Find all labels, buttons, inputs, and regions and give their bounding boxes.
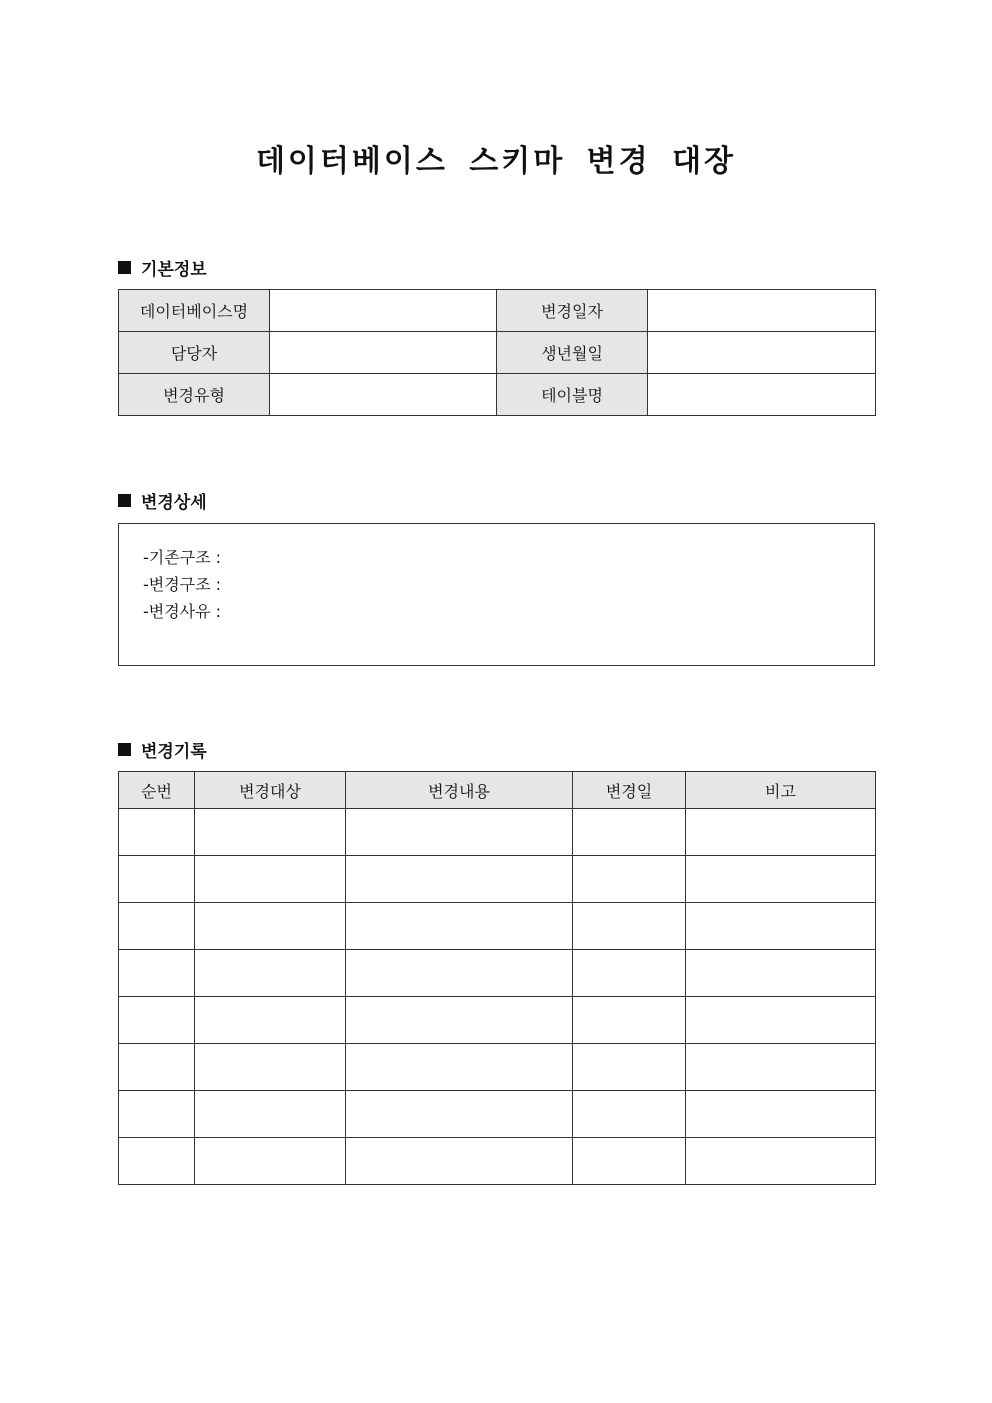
document-title: 데이터베이스 스키마 변경 대장 <box>255 144 737 179</box>
date-cell[interactable] <box>573 1091 686 1138</box>
seq-cell[interactable] <box>119 1044 195 1091</box>
date-cell[interactable] <box>573 809 686 856</box>
change-date-field[interactable] <box>648 290 876 332</box>
change-detail-heading <box>118 488 207 513</box>
content-cell[interactable] <box>346 997 573 1044</box>
column-header-content: 변경내용 <box>346 772 573 809</box>
table-row <box>119 1138 876 1185</box>
birth-date-field[interactable] <box>648 332 876 374</box>
table-row <box>119 290 876 332</box>
change-detail-heading-text: 변경상세 <box>141 493 207 513</box>
date-cell[interactable] <box>573 1138 686 1185</box>
change-log-heading-text: 변경기록 <box>141 742 207 762</box>
target-cell[interactable] <box>195 856 346 903</box>
table-row <box>119 903 876 950</box>
note-cell[interactable] <box>686 1091 876 1138</box>
table-row <box>119 1091 876 1138</box>
note-cell[interactable] <box>686 1138 876 1185</box>
note-cell[interactable] <box>686 950 876 997</box>
change-detail-box[interactable] <box>118 523 875 666</box>
existing-structure-line: -기존구조 : <box>143 548 222 567</box>
target-cell[interactable] <box>195 1138 346 1185</box>
seq-cell[interactable] <box>119 1138 195 1185</box>
database-name-label: 데이터베이스명 <box>119 290 270 332</box>
target-cell[interactable] <box>195 809 346 856</box>
birth-date-label: 생년월일 <box>497 332 648 374</box>
table-name-label: 테이블명 <box>497 374 648 416</box>
target-cell[interactable] <box>195 950 346 997</box>
content-cell[interactable] <box>346 903 573 950</box>
seq-cell[interactable] <box>119 950 195 997</box>
target-cell[interactable] <box>195 1044 346 1091</box>
content-cell[interactable] <box>346 809 573 856</box>
note-cell[interactable] <box>686 856 876 903</box>
date-cell[interactable] <box>573 1044 686 1091</box>
content-cell[interactable] <box>346 1138 573 1185</box>
content-cell[interactable] <box>346 1044 573 1091</box>
seq-cell[interactable] <box>119 856 195 903</box>
table-name-field[interactable] <box>648 374 876 416</box>
seq-cell[interactable] <box>119 809 195 856</box>
content-cell[interactable] <box>346 856 573 903</box>
table-header-row <box>119 772 876 809</box>
target-cell[interactable] <box>195 903 346 950</box>
table-row <box>119 809 876 856</box>
table-row <box>119 856 876 903</box>
date-cell[interactable] <box>573 903 686 950</box>
table-row <box>119 332 876 374</box>
table-row <box>119 1044 876 1091</box>
new-structure-line: -변경구조 : <box>143 575 222 594</box>
column-header-date: 변경일 <box>573 772 686 809</box>
note-cell[interactable] <box>686 1044 876 1091</box>
date-cell[interactable] <box>573 856 686 903</box>
table-row <box>119 950 876 997</box>
date-cell[interactable] <box>573 950 686 997</box>
column-header-note: 비고 <box>686 772 876 809</box>
column-header-target: 변경대상 <box>195 772 346 809</box>
seq-cell[interactable] <box>119 1091 195 1138</box>
table-row <box>119 374 876 416</box>
seq-cell[interactable] <box>119 903 195 950</box>
change-reason-line: -변경사유 : <box>143 602 222 621</box>
square-bullet-icon <box>118 494 131 507</box>
change-type-label: 변경유형 <box>119 374 270 416</box>
note-cell[interactable] <box>686 809 876 856</box>
seq-cell[interactable] <box>119 997 195 1044</box>
table-row <box>119 997 876 1044</box>
change-date-label: 변경일자 <box>497 290 648 332</box>
square-bullet-icon <box>118 743 131 756</box>
basic-info-heading-text: 기본정보 <box>141 260 207 280</box>
note-cell[interactable] <box>686 997 876 1044</box>
manager-label: 담당자 <box>119 332 270 374</box>
basic-info-heading <box>118 255 207 280</box>
database-name-field[interactable] <box>270 290 497 332</box>
column-header-seq: 순번 <box>119 772 195 809</box>
change-log-table <box>118 771 876 1185</box>
target-cell[interactable] <box>195 1091 346 1138</box>
square-bullet-icon <box>118 261 131 274</box>
content-cell[interactable] <box>346 1091 573 1138</box>
note-cell[interactable] <box>686 903 876 950</box>
content-cell[interactable] <box>346 950 573 997</box>
date-cell[interactable] <box>573 997 686 1044</box>
basic-info-table <box>118 289 876 416</box>
target-cell[interactable] <box>195 997 346 1044</box>
change-log-heading <box>118 737 207 762</box>
manager-field[interactable] <box>270 332 497 374</box>
change-type-field[interactable] <box>270 374 497 416</box>
